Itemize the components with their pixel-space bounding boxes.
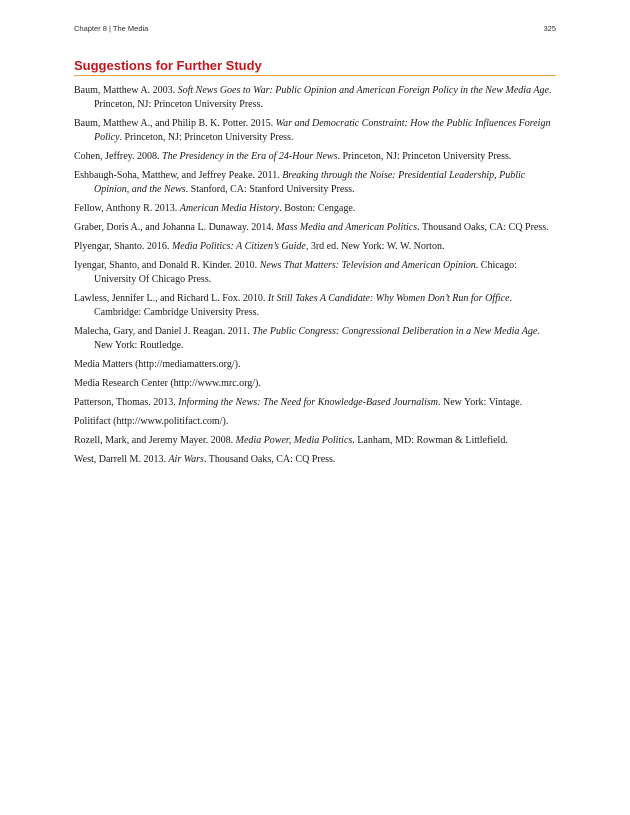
reference-title: Soft News Goes to War: Public Opinion and American Foreign Policy in the New Media Age [177, 85, 549, 96]
reference-entry [74, 415, 558, 429]
reference-title: Breaking through the Noise: Presidential Leadership, Public Opinion, and the News [94, 170, 526, 195]
reference-publisher: . Princeton, NJ: Princeton University Press. [119, 132, 294, 143]
reference-author-year: Cohen, Jeffrey. 2008. [74, 151, 163, 162]
reference-publisher: . Stanford, CA: Stanford University Press. [185, 184, 355, 195]
reference-entry [74, 169, 558, 197]
reference-author-year: Fellow, Anthony R. 2013. [74, 203, 180, 214]
reference-entry [74, 358, 558, 372]
reference-author-year: Eshbaugh-Soha, Matthew, and Jeffrey Peake. 2011. [74, 170, 283, 181]
section-title: Suggestions for Further Study [74, 58, 556, 76]
reference-entry [74, 150, 558, 164]
reference-publisher: . New York: Vintage. [437, 397, 523, 408]
reference-entry [74, 453, 558, 467]
reference-entry [74, 84, 558, 112]
page-header [74, 24, 556, 36]
reference-author-year: Patterson, Thomas. 2013. [74, 397, 179, 408]
reference-entry [74, 202, 558, 216]
reference-author-year: Plyengar, Shanto. 2016. [74, 241, 172, 252]
reference-author-year: Media Research Center (http://www.mrc.org/). [74, 378, 261, 389]
reference-title: Media Politics: A Citizen’s Guide [171, 241, 306, 252]
reference-publisher: . New York: Routledge. [94, 326, 540, 351]
reference-publisher: . Princeton, NJ: Princeton University Press. [94, 85, 552, 110]
reference-title: The Presidency in the Era of 24-Hour News [162, 151, 338, 162]
reference-entry [74, 292, 558, 320]
reference-entry [74, 325, 558, 353]
reference-publisher: . Cambridge: Cambridge University Press. [94, 293, 513, 318]
reference-title: It Still Takes A Candidate: Why Women Don’t Run for Office [267, 293, 510, 304]
reference-entry [74, 396, 558, 410]
reference-publisher: . Lanham, MD: Rowman & Littlefield. [352, 435, 508, 446]
reference-title: Media Power, Media Politics [235, 435, 353, 446]
reference-author-year: Malecha, Gary, and Daniel J. Reagan. 2011. [74, 326, 253, 337]
reference-title: Informing the News: The Need for Knowledge-Based Journalism [178, 397, 438, 408]
reference-entry [74, 221, 558, 235]
reference-author-year: West, Darrell M. 2013. [74, 454, 169, 465]
reference-author-year: Media Matters (http://mediamatters.org/). [74, 359, 241, 370]
reference-author-year: Politifact (http://www.politifact.com/). [74, 416, 229, 427]
reference-author-year: Rozell, Mark, and Jeremy Mayer. 2008. [74, 435, 236, 446]
reference-title: Air Wars [168, 454, 204, 465]
reference-publisher: . Thousand Oaks, CA: CQ Press. [203, 454, 336, 465]
reference-title: American Media History [179, 203, 280, 214]
reference-publisher: . Boston: Cengage. [279, 203, 356, 214]
running-header-chapter: Chapter 8 | The Media [74, 24, 149, 33]
reference-entry [74, 259, 558, 287]
reference-entry [74, 377, 558, 391]
reference-entry [74, 240, 558, 254]
reference-publisher: , 3rd ed. New York: W. W. Norton. [305, 241, 445, 252]
reference-publisher: . Princeton, NJ: Princeton University Press. [337, 151, 512, 162]
reference-title: War and Democratic Constraint: How the Public Influences Foreign Policy [94, 118, 551, 143]
reference-entry [74, 117, 558, 145]
reference-author-year: Graber, Doris A., and Johanna L. Dunaway. 2014. [74, 222, 277, 233]
reference-author-year: Iyengar, Shanto, and Donald R. Kinder. 2010. [74, 260, 260, 271]
reference-list [74, 84, 558, 472]
reference-title: Mass Media and American Politics [276, 222, 418, 233]
reference-publisher: . Chicago: University Of Chicago Press. [94, 260, 517, 285]
reference-entry [74, 434, 558, 448]
reference-author-year: Lawless, Jennifer L., and Richard L. Fox. 2010. [74, 293, 268, 304]
reference-title: The Public Congress: Congressional Deliberation in a New Media Age [252, 326, 538, 337]
page-number: 325 [543, 24, 556, 33]
reference-author-year: Baum, Matthew A., and Philip B. K. Potter. 2015. [74, 118, 276, 129]
reference-author-year: Baum, Matthew A. 2003. [74, 85, 178, 96]
reference-publisher: . Thousand Oaks, CA: CQ Press. [417, 222, 549, 233]
reference-title: News That Matters: Television and American Opinion [259, 260, 476, 271]
